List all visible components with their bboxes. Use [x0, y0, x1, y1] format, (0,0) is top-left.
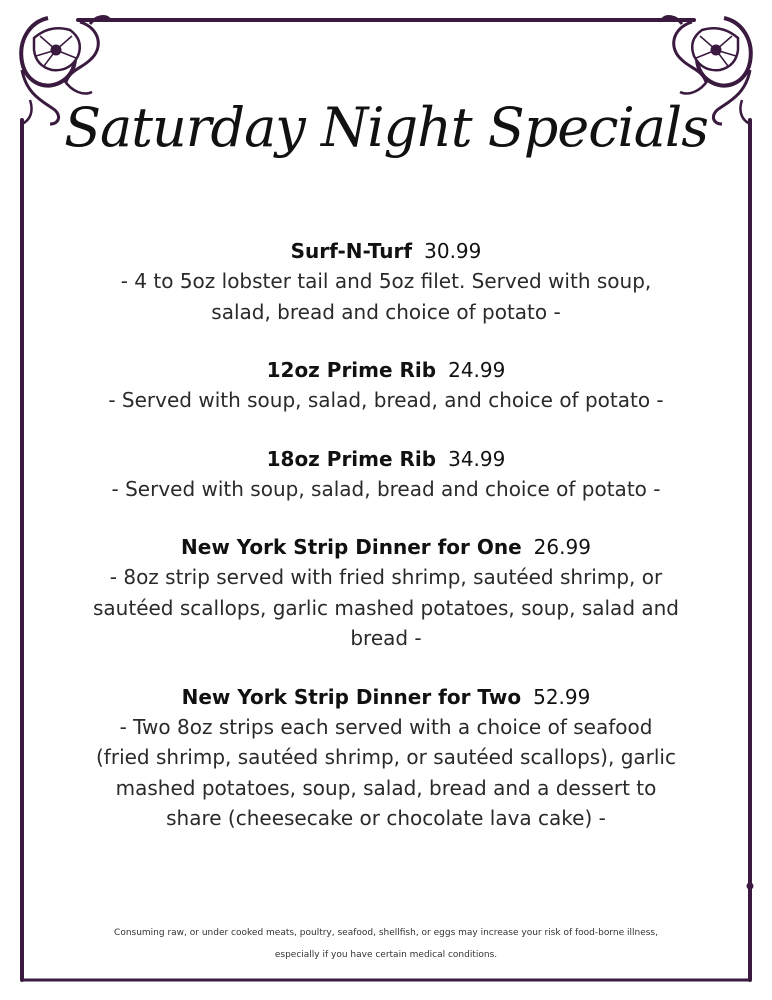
- menu-item-description: - Served with soup, salad, bread and choice of potato -: [111, 476, 661, 501]
- disclaimer-line-1: Consuming raw, or under cooked meats, poultry, seafood, shellfish, or eggs may increase your risk of food-borne illness,: [114, 928, 658, 938]
- health-disclaimer: [60, 922, 712, 966]
- menu-item-description: - 4 to 5oz lobster tail and 5oz filet. Served with soup, salad, bread and choice of potato -: [120, 269, 652, 324]
- menu-item-description: - Two 8oz strips each served with a choice of seafood (fried shrimp, sautéed shrimp, or sautéed scallops), garlic mashed potatoes, soup, salad, bread and a dessert to share (cheesecake or chocolate lava cake) -: [96, 714, 676, 830]
- menu-item-name: Surf-N-Turf: [290, 239, 413, 263]
- menu-item-price: 30.99: [424, 239, 482, 263]
- menu-item-name: New York Strip Dinner for One: [181, 535, 522, 559]
- menu-item-header: [90, 682, 682, 712]
- menu-item-header: [90, 236, 682, 266]
- menu-item-ny-strip-for-one: [90, 532, 682, 654]
- menu-item-name: 12oz Prime Rib: [266, 358, 437, 382]
- specials-menu: [90, 236, 682, 862]
- menu-item-description: - 8oz strip served with fried shrimp, sautéed shrimp, or sautéed scallops, garlic mashed potatoes, soup, salad and bread -: [93, 565, 679, 650]
- menu-item-12oz-prime-rib: [90, 355, 682, 416]
- menu-item-price: 26.99: [533, 535, 591, 559]
- page-title: Saturday Night Specials: [64, 96, 708, 159]
- menu-item-surf-n-turf: [90, 236, 682, 327]
- menu-item-name: 18oz Prime Rib: [266, 446, 437, 471]
- menu-item-ny-strip-for-two: [90, 682, 682, 834]
- menu-item-price: 24.99: [448, 358, 506, 382]
- menu-item-header: [90, 444, 682, 474]
- menu-item-name: New York Strip Dinner for Two: [181, 684, 522, 709]
- menu-item-header: [90, 355, 682, 385]
- disclaimer-line-2: especially if you have certain medical conditions.: [274, 950, 498, 960]
- menu-item-price: 34.99: [448, 446, 506, 471]
- menu-item-18oz-prime-rib: [90, 444, 682, 505]
- menu-item-header: [90, 532, 682, 562]
- menu-item-price: 52.99: [533, 684, 591, 709]
- menu-item-description: - Served with soup, salad, bread, and choice of potato -: [108, 388, 664, 412]
